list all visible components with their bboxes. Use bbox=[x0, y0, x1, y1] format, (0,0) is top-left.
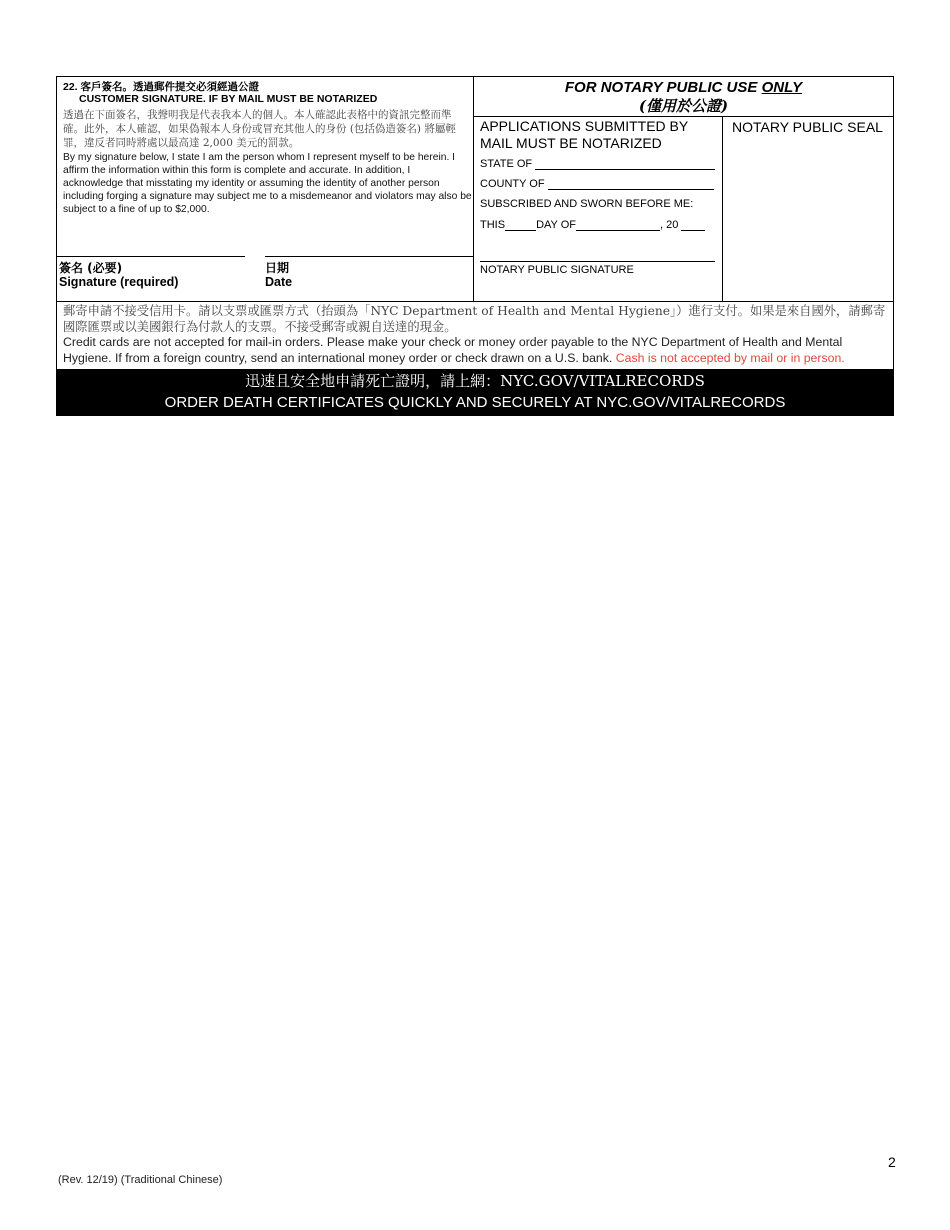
payment-zh-text: 郵寄申請不接受信用卡。請以支票或匯票方式（抬頭為「NYC Department of Health and Mental Hygiene」）進行支付。如果是來自國外，請郵寄國際匯票或以美國銀行為付款人的支票。 bbox=[63, 304, 886, 334]
applications-notice: APPLICATIONS SUBMITTED BY MAIL MUST BE NOTARIZED bbox=[480, 118, 688, 151]
notary-seal-label: NOTARY PUBLIC SEAL bbox=[732, 119, 883, 135]
declaration-en: By my signature below, I state I am the person whom I represent myself to be herein. I affirm the information within this form is complete and accurate. In addition, I acknowledge that misstating my identity or assuming the identity of another person including forging a signature may subject me to a misdemeanor and violators may also be subject to a fine of up to $2,000. bbox=[63, 152, 472, 215]
notary-body bbox=[474, 117, 893, 301]
section-title-zh bbox=[63, 79, 259, 94]
payment-zh-cash: 不接受郵寄或親自送達的現金。 bbox=[284, 319, 457, 334]
section-title-en: CUSTOMER SIGNATURE. IF BY MAIL MUST BE NOTARIZED bbox=[79, 93, 378, 105]
signature-label-en: Signature (required) bbox=[59, 275, 179, 289]
payment-en bbox=[63, 335, 887, 366]
month-field[interactable] bbox=[576, 220, 660, 231]
customer-signature-section bbox=[57, 77, 474, 301]
sworn-label: SUBSCRIBED AND SWORN BEFORE ME: bbox=[480, 198, 694, 210]
notary-signature-field[interactable] bbox=[480, 261, 715, 262]
day-field[interactable] bbox=[505, 220, 536, 231]
page-number: 2 bbox=[888, 1154, 896, 1170]
date-field[interactable] bbox=[265, 256, 474, 257]
this-label: THIS bbox=[480, 219, 506, 231]
signature-notary-row bbox=[57, 77, 893, 302]
declaration-zh: 透過在下面簽名，我聲明我是代表我本人的個人。本人確認此表格中的資訊完整而準確。此外，本人確認，如果偽報本人身份或冒充其他人的身份 (包括偽造簽名) 將屬輕罪，違反者同時將處以最高達 2,000 美元的罰款。 bbox=[63, 109, 456, 149]
form-section bbox=[56, 76, 894, 416]
notary-header-zh: (僅用於公證) bbox=[638, 97, 729, 115]
date-sworn-row bbox=[480, 219, 705, 231]
date-label-zh: 日期 bbox=[265, 261, 290, 275]
order-online-banner bbox=[57, 369, 893, 415]
payment-en-text: Credit cards are not accepted for mail-in orders. Please make your check or money order payable to the NYC Department of Health and Mental Hygiene. If from a foreign country, send an international money order or check drawn on a U.S. bank. bbox=[63, 335, 843, 365]
state-of-label: STATE OF bbox=[480, 158, 533, 170]
notary-seal-box bbox=[723, 117, 893, 301]
notary-section bbox=[474, 77, 893, 301]
state-of-field[interactable] bbox=[535, 159, 715, 170]
notary-header-en: FOR NOTARY PUBLIC USE ONLY bbox=[564, 79, 803, 96]
county-of-field[interactable] bbox=[548, 179, 714, 190]
county-of-row bbox=[480, 178, 714, 190]
banner-line-zh: 迅速且安全地申請死亡證明，請上網：NYC.GOV/VITALRECORDS bbox=[245, 372, 705, 390]
notary-header bbox=[474, 77, 893, 117]
year-field[interactable] bbox=[681, 220, 705, 231]
notary-signature-label: NOTARY PUBLIC SIGNATURE bbox=[480, 264, 634, 276]
year-label: , 20 bbox=[660, 219, 679, 231]
section-number: 22. bbox=[63, 81, 78, 93]
section-title-zh-text: 客戶簽名。透過郵件提交必須經過公證 bbox=[80, 81, 260, 93]
date-label-en: Date bbox=[265, 275, 293, 289]
notary-fields bbox=[474, 117, 723, 301]
county-of-label: COUNTY OF bbox=[480, 178, 545, 190]
notary-header-only: ONLY bbox=[761, 79, 803, 96]
signature-field[interactable] bbox=[57, 256, 245, 257]
day-of-label: DAY OF bbox=[536, 219, 576, 231]
payment-zh bbox=[63, 304, 887, 335]
signature-label-zh: 簽名 (必要) bbox=[59, 261, 123, 275]
banner-line-en: ORDER DEATH CERTIFICATES QUICKLY AND SECURELY AT NYC.GOV/VITALRECORDS bbox=[164, 394, 786, 411]
state-of-row bbox=[480, 158, 715, 170]
payment-notice bbox=[57, 302, 893, 369]
revision-note: (Rev. 12/19) (Traditional Chinese) bbox=[58, 1174, 223, 1186]
payment-en-cash: Cash is not accepted by mail or in person. bbox=[615, 350, 845, 365]
